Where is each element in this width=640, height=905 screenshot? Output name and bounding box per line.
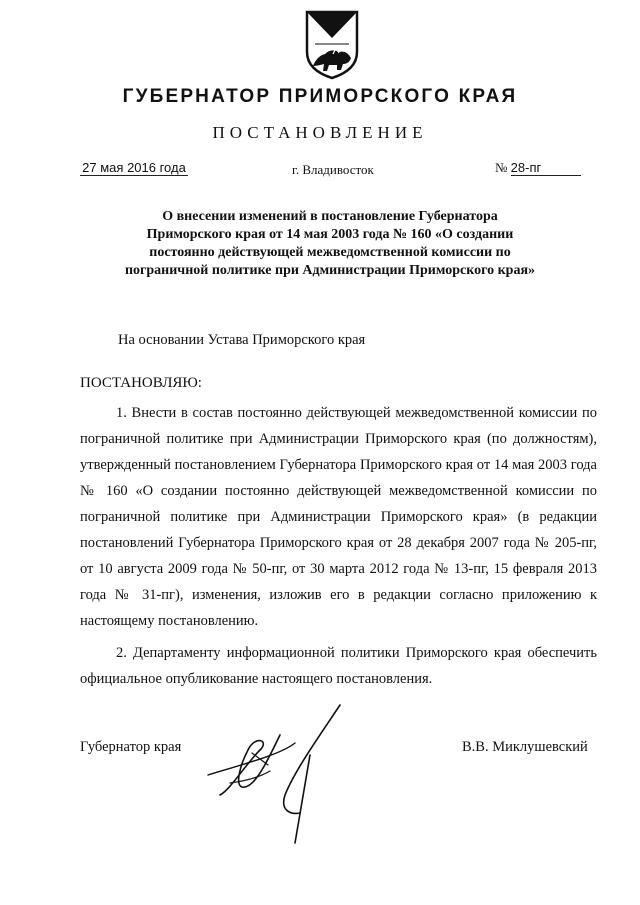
document-type: ПОСТАНОВЛЕНИЕ <box>212 123 428 142</box>
number-label: № <box>495 160 508 175</box>
document-number <box>495 160 581 176</box>
legal-basis: На основании Устава Приморского края <box>118 332 366 348</box>
resolve-heading: ПОСТАНОВЛЯЮ: <box>80 375 202 391</box>
signatory-name: В.В. Миклушевский <box>462 739 588 755</box>
document-date: 27 мая 2016 года <box>80 160 188 176</box>
number-value: 28-пг <box>511 160 581 176</box>
signature-icon <box>200 695 350 845</box>
issuer-title: ГУБЕРНАТОР ПРИМОРСКОГО КРАЯ <box>122 86 518 107</box>
paragraph-2: 2. Департаменту информационной политики Приморского края обеспечить официальное опубликование настоящего постановления. <box>80 645 597 687</box>
paragraph-1: 1. Внести в состав постоянно действующей межведомственной комиссии по пограничной политике при Администрации Приморского края (по должностям), утвержденный постановлением Губернатора Приморского края от 14 мая 2003 года № 160 «О создании постоянно действующей межведомственной комиссии по пограничной политике при Администрации Приморского края» (в редакции постановлений Губернатора Приморского края от 28 декабря 2007 года № 205-пг, от 10 августа 2009 года № 50-пг, от 30 марта 2012 года № 13-пг, 15 февраля 2013 года № 31-пг), изменения, изложив его в редакции согласно приложению к настоящему постановлению. <box>80 405 597 629</box>
document-subject: О внесении изменений в постановление Губернатора Приморского края от 14 мая 2003 года № 160 «О создании постоянно действующей межведомственной комиссии по пограничной политике при Администрации Приморского края» <box>124 209 536 278</box>
document-city: г. Владивосток <box>292 162 374 177</box>
signatory-title: Губернатор края <box>80 739 182 755</box>
coat-of-arms-icon <box>303 8 361 80</box>
